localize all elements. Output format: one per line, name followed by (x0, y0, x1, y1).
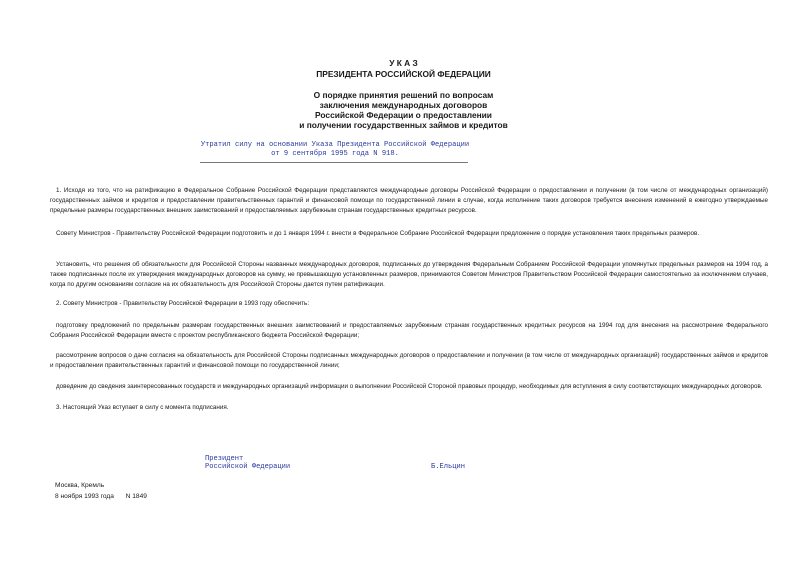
paragraph: 1. Исходя из того, что на ратификацию в Федеральное Собрание Российской Федерации представляются международные договоры Российской Федерации о предоставлении и получении (в том числе от международных организаций) государственных займов и кредитов и предоставлении правительственных гарантий и финансовой помощи по государственной линии в случае, когда исполнение таких договоров требуется внесения изменений в ежегодно утверждаемые предельные размеры государственных внешних заимствований и предоставляемых зарубежным странам государственных кредитных ресурсов. (50, 187, 768, 214)
subject-line: Российской Федерации о предоставлении (315, 110, 492, 120)
signing-date-number (55, 491, 147, 502)
status-note (200, 141, 470, 150)
signatory-name: Б.Ельцин (431, 463, 466, 471)
subject-line: О порядке принятия решений по вопросам (313, 90, 494, 100)
status-note-date: от 9 сентября 1995 года N 918. (271, 150, 399, 158)
decree-number: N 1849 (125, 493, 147, 500)
paragraph: доведение до сведения заинтересованных государств и международных организаций информации о выполнении Российской Стороной правовых процедур, необходимых для вступления в силу соответствующих международных договоров. (56, 383, 763, 390)
divider (200, 162, 468, 163)
paragraph: Установить, что решения об обязательности для Российской Стороны названных международных договоров, подписанных до утверждения Федеральным Собранием Российской Федерации упомянутых предельных размеров на 1994 год, а также подписанных после их утверждения международных договоров на сумму, не превышающую установленных размеров, принимаются Советом Министров Правительством Российской Федерации самостоятельно за исключением случаев, когда по другим основаниям согласие на их обязательность для Российской Стороны дается путем ратификации. (50, 261, 768, 288)
paragraph: рассмотрение вопросов о даче согласия на обязательность для Российской Стороны подписанных международных договоров о предоставлении и получении (в том числе от международных организаций) государственных займов и кредитов и предоставлении правительственных гарантий и финансовой помощи по государственной линии; (50, 352, 768, 369)
signing-place: Москва, Кремль (55, 482, 105, 489)
issuer-title: ПРЕЗИДЕНТА РОССИЙСКОЙ ФЕДЕРАЦИИ (316, 69, 491, 79)
paragraph: подготовку предложений по предельным размерам государственных внешних заимствований и предоставляемых зарубежным странам государственных кредитных ресурсов на 1994 год для внесения на рассмотрение Федерального Собрания Российской Федерации вместе с проектом республиканского бюджета Российской Федерации; (50, 322, 768, 339)
status-note-prefix: Утратил силу на основании (200, 141, 308, 149)
subject-line: и получении государственных займов и кредитов (299, 120, 508, 130)
paragraph: 3. Настоящий Указ вступает в силу с момента подписания. (56, 404, 229, 411)
paragraph: Совету Министров - Правительству Российской Федерации подготовить и до 1 января 1994 г. внести в Федеральное Собрание Российской Федерации предложение о порядке установления таких предельных размеров. (56, 230, 700, 237)
repeal-decree-link[interactable]: Указа Президента Российской Федерации (311, 141, 470, 149)
signatory-position: Российской Федерации (205, 463, 291, 471)
subject-line: заключения международных договоров (319, 100, 488, 110)
signatory-position: Президент (205, 455, 244, 463)
decree-title: У К А З (389, 58, 418, 68)
paragraph: 2. Совету Министров - Правительству Российской Федерации в 1993 году обеспечить: (56, 300, 310, 307)
signing-date: 8 ноября 1993 года (55, 493, 114, 500)
